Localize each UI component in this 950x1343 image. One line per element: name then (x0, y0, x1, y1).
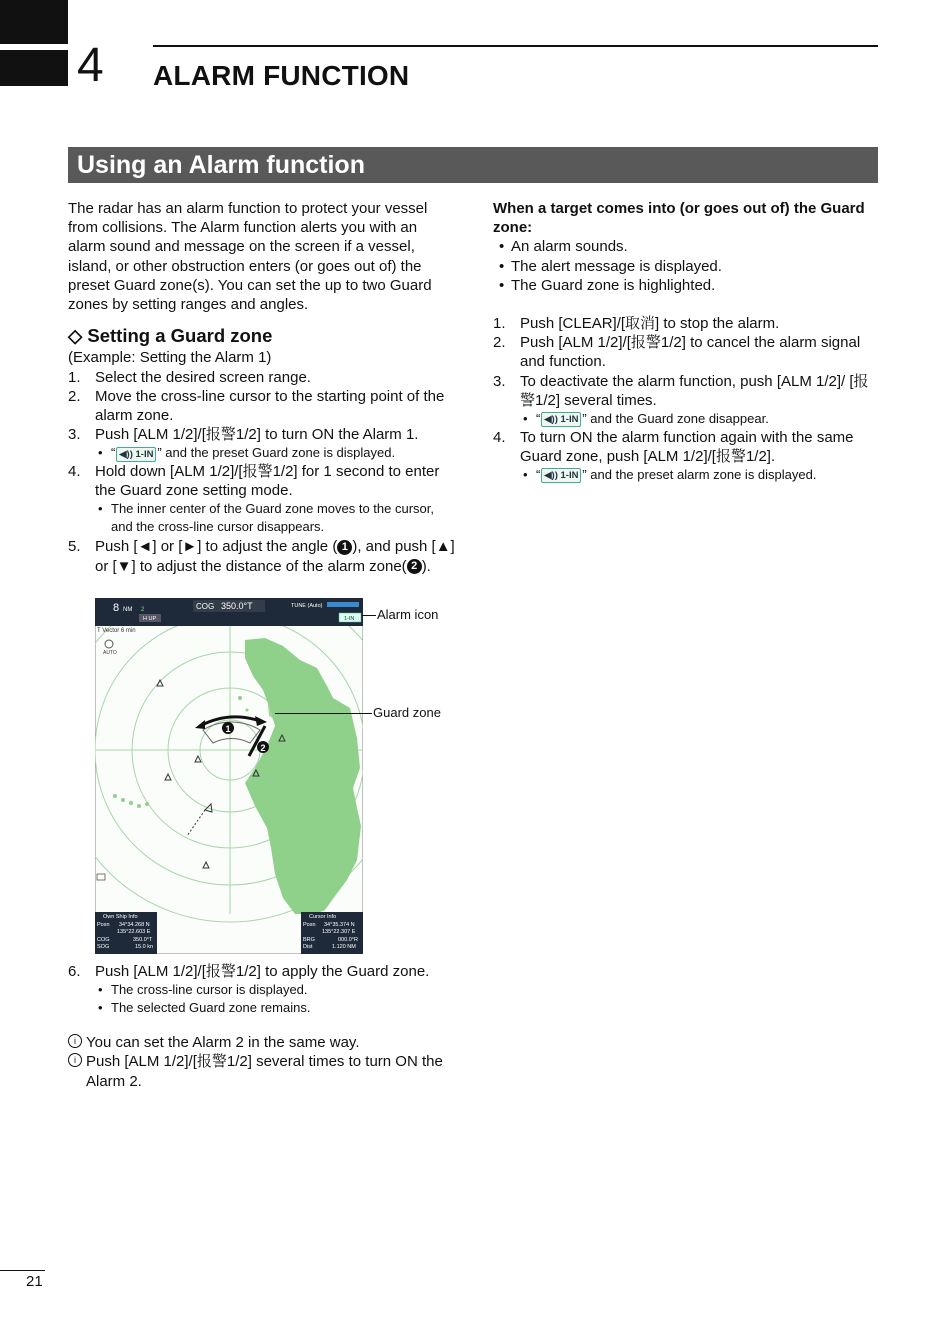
page-number: 21 (26, 1273, 43, 1290)
left-column (68, 199, 458, 576)
right-step-4: 4. To turn ON the alarm function again with the same Guard zone, push [ALM 1/2]/[报警1/2]. (493, 428, 854, 465)
svg-text:2: 2 (141, 607, 145, 613)
radar-cog: 350.0°T (221, 601, 253, 611)
guard-zone-leader (275, 713, 372, 714)
info-note-1: i You can set the Alarm 2 in the same way. (68, 1033, 458, 1052)
radar-screenshot (95, 598, 363, 954)
step-6: 6. Push [ALM 1/2]/[报警1/2] to apply the Guard zone. (68, 963, 430, 980)
step-3: 3. Push [ALM 1/2]/[报警1/2] to turn ON the Alarm 1. (68, 426, 419, 444)
right-column (493, 199, 883, 483)
chapter-rule (153, 45, 878, 47)
radar-mode: H UP (143, 616, 157, 622)
step-4-note: • The inner center of the Guard zone moves to the cursor, and the cross-line cursor disappears. (98, 501, 435, 534)
svg-text:SOG: SOG (97, 944, 110, 950)
svg-text:1: 1 (225, 724, 231, 734)
step-1: 1. Select the desired screen range. (68, 368, 311, 386)
alarm-1-in-icon: ◀)) 1-IN (116, 447, 156, 462)
svg-text:34°34.268 N: 34°34.268 N (119, 922, 150, 928)
radar-tune: TUNE (Auto) (291, 603, 323, 609)
chapter-tab-top (0, 0, 68, 44)
radar-auto: AUTO (103, 650, 117, 656)
right-step-1: 1. Push [CLEAR]/[取消] to stop the alarm. (493, 315, 780, 333)
right-bullet: • An alarm sounds. (499, 238, 628, 256)
own-ship-title: Own Ship Info (103, 914, 138, 920)
alarm-icon-leader (362, 615, 376, 616)
info-icon: i (68, 1034, 82, 1048)
section-title: Using an Alarm function (68, 147, 878, 183)
svg-text:2: 2 (260, 743, 266, 753)
right-bullet: • The Guard zone is highlighted. (499, 276, 716, 294)
guard-zone-callout: Guard zone (373, 705, 441, 720)
cursor-info-title: Cursor Info (309, 914, 337, 920)
alarm-icon-callout: Alarm icon (377, 607, 439, 622)
right-bullet: • The alert message is displayed. (499, 257, 722, 275)
step-6-note-2: • The selected Guard zone remains. (98, 999, 311, 1015)
alarm-1-in-icon: ◀)) 1-IN (541, 468, 581, 483)
step-5: 5. Push [◄] or [►] to adjust the angle ( 1 ), and push [▲] or [▼] to adjust the distance of the alarm zone( 2 ). (68, 538, 455, 575)
svg-text:Dist: Dist (303, 944, 313, 950)
svg-text:COG: COG (97, 937, 110, 943)
svg-text:350.0°T: 350.0°T (133, 937, 153, 943)
right-heading: When a target comes into (or goes out of) the Guard zone: (493, 200, 865, 237)
svg-text:BRG: BRG (303, 937, 315, 943)
circled-2-icon: 2 (407, 559, 422, 574)
info-note-2: i Push [ALM 1/2]/[报警1/2] several times to turn ON the Alarm 2. (68, 1052, 458, 1090)
right-step-3: 3. To deactivate the alarm function, push [ALM 1/2]/ [报警1/2] several times. (493, 372, 869, 409)
right-step-2: 2. Push [ALM 1/2]/[报警1/2] to cancel the alarm signal and function. (493, 334, 861, 371)
chapter-number: 4 (77, 39, 104, 92)
chapter-title: ALARM FUNCTION (153, 60, 410, 91)
svg-text:Posn: Posn (303, 922, 316, 928)
example-text: (Example: Setting the Alarm 1) (68, 349, 272, 367)
svg-text:15.0 kn: 15.0 kn (135, 944, 154, 950)
radar-cog-label: COG (196, 602, 215, 611)
intro-paragraph: The radar has an alarm function to protect your vessel from collisions. The Alarm function alerts you with an alarm sound and message on the screen if a vessel, island, or other obstruction enters (or goes out of) the preset Guard zone(s). You can set the up to two Guard zones by setting ranges and angles. (68, 200, 432, 314)
svg-text:135°22.603 E: 135°22.603 E (117, 929, 151, 935)
diamond-icon: ◇ (68, 325, 83, 347)
radar-alarm-icon: 1-IN (344, 616, 355, 622)
step-2: 2. Move the cross-line cursor to the starting point of the alarm zone. (68, 387, 445, 425)
svg-text:34°35.374 N: 34°35.374 N (324, 922, 355, 928)
circled-1-icon: 1 (337, 540, 352, 555)
svg-text:NM: NM (123, 607, 133, 613)
chapter-tab (0, 50, 68, 86)
step-3-note: • “ ◀)) 1-IN ” and the preset Guard zone is displayed. (98, 445, 396, 461)
guard-heading: ◇ Setting a Guard zone (68, 325, 273, 347)
step-6-note-1: • The cross-line cursor is displayed. (98, 982, 308, 998)
svg-text:1.120 NM: 1.120 NM (332, 944, 356, 950)
page-number-rule (0, 1270, 45, 1271)
svg-text:135°22.307 E: 135°22.307 E (322, 929, 356, 935)
info-icon: i (68, 1053, 82, 1067)
step-4: 4. Hold down [ALM 1/2]/[报警1/2] for 1 second to enter the Guard zone setting mode. (68, 462, 440, 500)
svg-text:000.0°R: 000.0°R (338, 937, 358, 943)
svg-text:Posn: Posn (97, 922, 110, 928)
left-column-lower (68, 962, 458, 1091)
right-step-3-note: • “ ◀)) 1-IN ” and the Guard zone disappear. (523, 411, 769, 427)
right-step-4-note: • “ ◀)) 1-IN ” and the preset alarm zone is displayed. (523, 466, 817, 482)
radar-range: 8 (113, 602, 120, 614)
radar-vector: T Vector 6 min (97, 628, 136, 634)
alarm-1-in-icon: ◀)) 1-IN (541, 412, 581, 427)
